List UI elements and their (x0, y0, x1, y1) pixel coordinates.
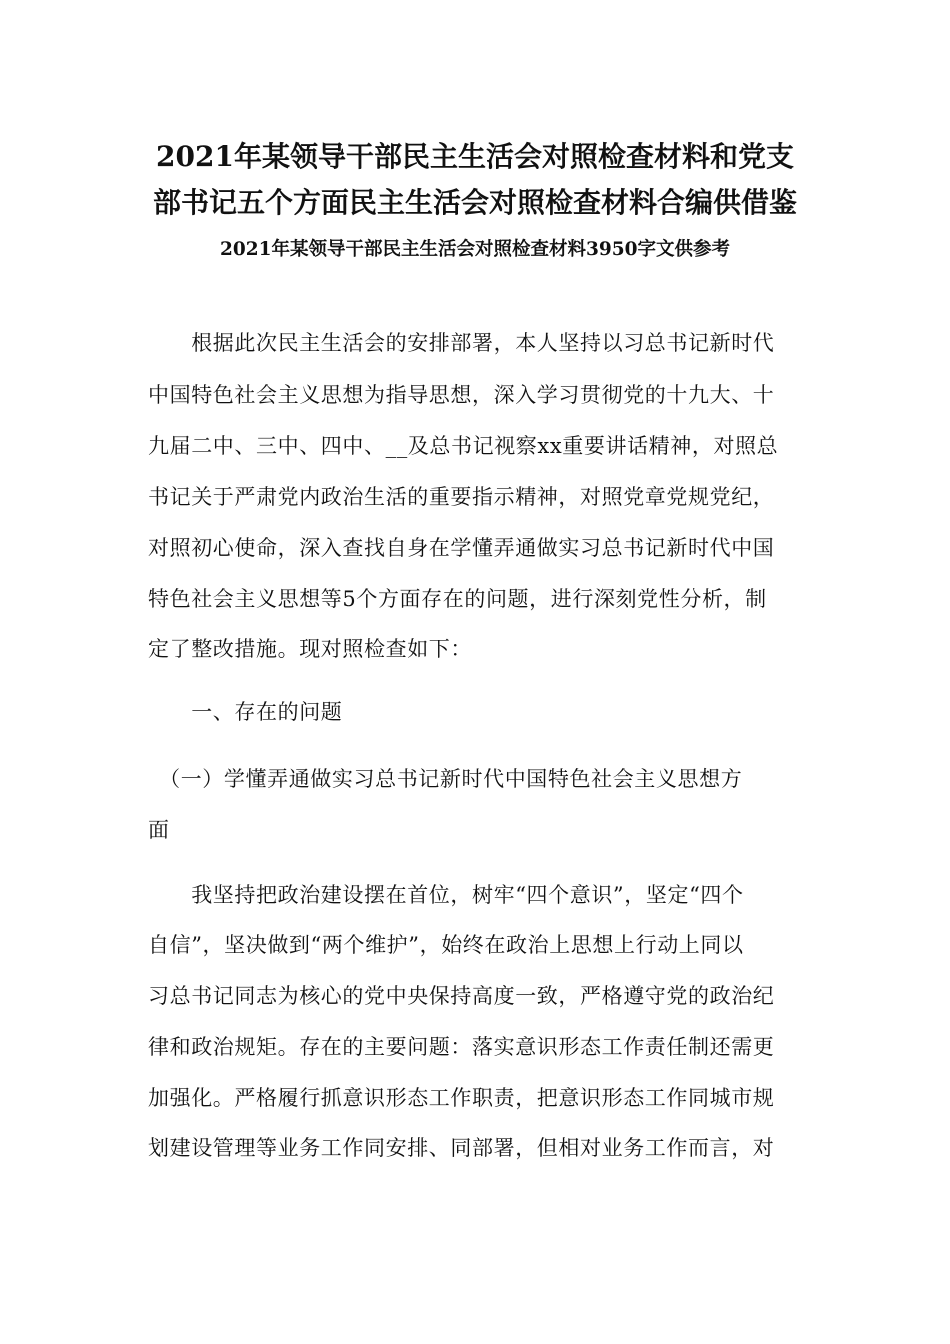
document-subtitle: 2021年某领导干部民主生活会对照检查材料3950字文供参考 (220, 239, 730, 260)
body-line: 中国特色社会主义思想为指导思想，深入学习贯彻党的十九大、十 (148, 383, 775, 407)
body-line: 对照初心使命，深入查找自身在学懂弄通做实习总书记新时代中国 (148, 536, 775, 560)
section-heading: 一、存在的问题 (148, 700, 343, 724)
body-line: 自信”，坚决做到“两个维护”，始终在政治上思想上行动上同以 (148, 933, 744, 957)
document-title-line-2: 部书记五个方面民主生活会对照检查材料合编供借鉴 (152, 186, 797, 219)
body-line: 九届二中、三中、四中、__及总书记视察xx重要讲话精神，对照总 (148, 434, 779, 458)
subsection-heading-continued: 面 (148, 818, 170, 842)
body-line: 加强化。严格履行抓意识形态工作职责，把意识形态工作同城市规 (148, 1086, 775, 1110)
body-line: 律和政治规矩。存在的主要问题：落实意识形态工作责任制还需更 (148, 1035, 775, 1059)
body-line: 特色社会主义思想等5个方面存在的问题，进行深刻党性分析，制 (148, 587, 767, 611)
body-line: 根据此次民主生活会的安排部署，本人坚持以习总书记新时代 (148, 331, 775, 355)
subsection-heading: （一）学懂弄通做实习总书记新时代中国特色社会主义思想方 (148, 767, 743, 791)
body-line: 习总书记同志为核心的党中央保持高度一致，严格遵守党的政治纪 (148, 984, 775, 1008)
body-line: 我坚持把政治建设摆在首位，树牢“四个意识”，坚定“四个 (148, 883, 744, 907)
body-line: 划建设管理等业务工作同安排、同部署，但相对业务工作而言，对 (148, 1136, 775, 1160)
document-title-line-1: 2021年某领导干部民主生活会对照检查材料和党支 (156, 140, 794, 173)
body-line: 书记关于严肃党内政治生活的重要指示精神，对照党章党规党纪， (148, 485, 775, 509)
body-line: 定了整改措施。现对照检查如下： (148, 637, 472, 661)
